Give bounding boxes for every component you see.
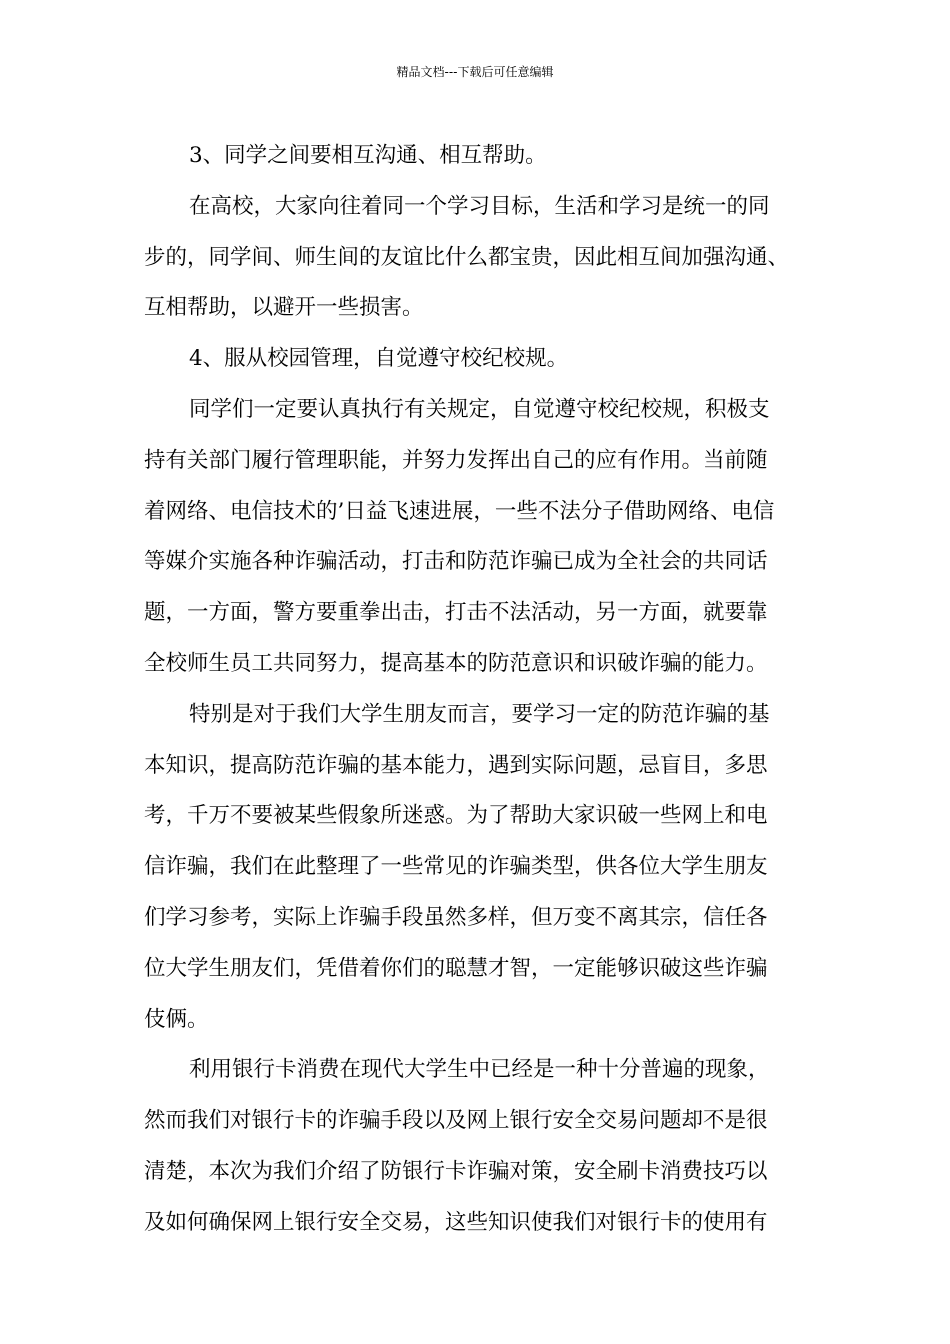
paragraph-line: 清楚，本次为我们介绍了防银行卡诈骗对策，安全刷卡消费技巧以 [144,1158,768,1184]
paragraph-line: 利用银行卡消费在现代大学生中已经是一种十分普遍的现象， [189,1057,770,1083]
paragraph-line: 持有关部门履行管理职能，并努力发挥出自己的应有作用。当前随 [144,447,768,473]
paragraph-5 [144,690,814,1046]
paragraph-line: 3、同学之间要相互沟通、相互帮助。 [189,143,547,168]
page-header: 精品文档---下载后可任意编辑 [396,65,554,79]
paragraph-line: 然而我们对银行卡的诈骗手段以及网上银行安全交易问题却不是很 [144,1108,768,1134]
paragraph-line: 伎俩。 [144,1006,209,1032]
paragraph-4 [144,385,814,690]
paragraph-line: 着网络、电信技术的’日益飞速进展，一些不法分子借助网络、电信 [144,498,775,524]
paragraph-line: 同学们一定要认真执行有关规定，自觉遵守校纪校规，积极支 [189,396,770,422]
paragraph-line: 特别是对于我们大学生朋友而言，要学习一定的防范诈骗的基 [189,701,770,727]
document-body [144,131,814,1249]
paragraph-6 [144,1045,814,1248]
paragraph-line: 及如何确保网上银行安全交易，这些知识使我们对银行卡的使用有 [144,1209,768,1235]
paragraph-line: 等媒介实施各种诈骗活动，打击和防范诈骗已成为全社会的共同话 [144,549,768,575]
paragraph-3 [144,334,814,385]
paragraph-line: 们学习参考，实际上诈骗手段虽然多样，但万变不离其宗，信任各 [144,904,768,930]
paragraph-line: 步的，同学间、师生间的友谊比什么都宝贵，因此相互间加强沟通、 [144,244,790,270]
paragraph-line: 信诈骗，我们在此整理了一些常见的诈骗类型，供各位大学生朋友 [144,854,768,880]
paragraph-line: 考，千万不要被某些假象所迷惑。为了帮助大家识破一些网上和电 [144,803,768,829]
paragraph-line: 位大学生朋友们，凭借着你们的聪慧才智，一定能够识破这些诈骗 [144,955,768,981]
paragraph-line: 题，一方面，警方要重拳出击，打击不法活动，另一方面，就要靠 [144,600,768,626]
paragraph-line: 互相帮助，以避开一些损害。 [144,295,424,321]
paragraph-line: 4、服从校园管理，自觉遵守校纪校规。 [189,346,569,372]
paragraph-line: 在高校，大家向往着同一个学习目标，生活和学习是统一的同 [189,193,770,219]
paragraph-2 [144,182,814,334]
paragraph-1 [144,131,814,182]
paragraph-line: 全校师生员工共同努力，提高基本的防范意识和识破诈骗的能力。 [144,650,768,676]
paragraph-line: 本知识，提高防范诈骗的基本能力，遇到实际问题，忌盲目，多思 [144,752,768,778]
